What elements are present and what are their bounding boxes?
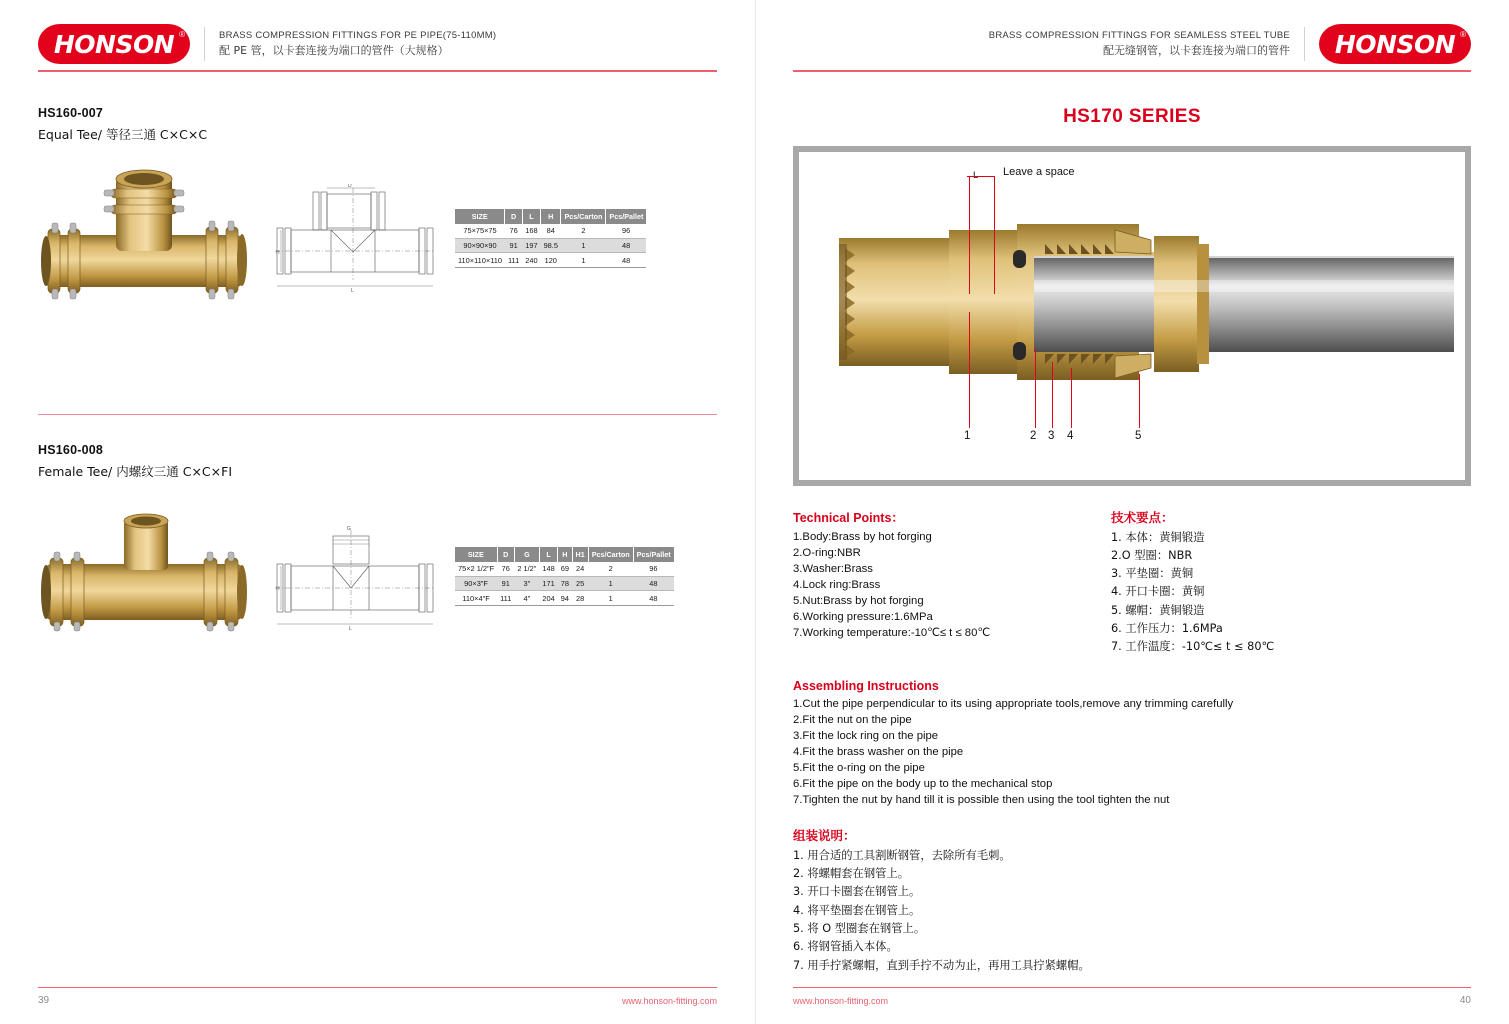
line-drawing-equal-tee <box>275 184 435 294</box>
list-item: 2. 将螺帽套在钢管上。 <box>793 867 910 881</box>
list-item: 3.Washer:Brass <box>793 562 873 575</box>
list-item: 6. 工作压力：1.6MPa <box>1111 621 1223 635</box>
cell-size: 110×110×110 <box>455 253 505 268</box>
callout-line-5 <box>1139 374 1140 428</box>
cell-l: 171 <box>539 576 557 591</box>
col-h: H <box>558 547 572 562</box>
cell-h: 98.5 <box>541 238 561 253</box>
callout-number-3: 3 <box>1048 429 1055 442</box>
callout-number-1: 1 <box>964 429 971 442</box>
cell-g: 4" <box>514 591 539 606</box>
cell-size: 110×4"F <box>455 591 497 606</box>
cell-pcs-pallet: 48 <box>606 253 646 268</box>
product-hs160-008 <box>38 443 717 652</box>
product-code: HS160-007 <box>38 105 104 120</box>
table-row <box>455 224 646 238</box>
col-d: D <box>505 209 522 224</box>
col-h: H <box>541 209 561 224</box>
cell-size: 90×3"F <box>455 576 497 591</box>
header-english-right: BRASS COMPRESSION FITTINGS FOR SEAMLESS STEEL TUBE <box>988 30 1290 42</box>
honson-logo-left <box>38 24 190 64</box>
product-name: Equal Tee/ 等径三通 C×C×C <box>38 126 208 142</box>
cell-pcs-carton: 1 <box>588 591 633 606</box>
cell-d: 91 <box>505 238 522 253</box>
col-l: L <box>522 209 540 224</box>
dimension-tick <box>967 176 995 177</box>
cell-d: 111 <box>497 591 514 606</box>
callout-line-3 <box>1052 362 1053 428</box>
svg-text:H: H <box>276 249 280 256</box>
col-g: G <box>514 547 539 562</box>
logo-wordmark: HONSON <box>1334 29 1456 59</box>
cell-pcs-pallet: 48 <box>633 576 673 591</box>
callout-line-4 <box>1071 368 1072 428</box>
callout-line-2 <box>1035 348 1036 428</box>
cell-l: 240 <box>522 253 540 268</box>
col-h1: H1 <box>572 547 588 562</box>
list-item: 6. 将钢管插入本体。 <box>793 940 898 954</box>
header-english-left: BRASS COMPRESSION FITTINGS FOR PE PIPE(75-110MM) <box>219 30 497 42</box>
list-item: 6.Fit the pipe on the body up to the mechanical stop <box>793 777 1053 790</box>
list-item: 5. 将 O 型圈套在钢管上。 <box>793 921 926 935</box>
table-row <box>455 591 674 606</box>
list-item: 2.O-ring:NBR <box>793 546 861 559</box>
cell-pcs-pallet: 48 <box>633 591 673 606</box>
list-item: 1. 用合适的工具割断钢管，去除所有毛刺。 <box>793 848 1011 862</box>
header-chinese-right: 配无缝钢管，以卡套连接为端口的管件 <box>1103 43 1290 57</box>
product-hs160-007 <box>38 106 717 319</box>
callout-line-right <box>994 176 995 294</box>
page-number-left: 39 <box>38 995 50 1006</box>
website-link-left[interactable]: www.honson-fitting.com <box>621 995 717 1006</box>
table-row <box>455 253 646 268</box>
list-item: 7. 工作温度：-10℃≤ t ≤ 80℃ <box>1111 640 1275 654</box>
logo-wordmark: HONSON <box>53 29 175 59</box>
list-item: 4. 将平垫圈套在钢管上。 <box>793 903 921 917</box>
svg-text:G: G <box>347 525 351 532</box>
list-item: 7.Working temperature:-10℃≤ t ≤ 80℃ <box>793 626 991 639</box>
cell-pcs-carton: 1 <box>561 238 606 253</box>
header-rule-left <box>38 70 717 72</box>
right-page-header <box>793 0 1471 62</box>
cell-pcs-carton: 1 <box>588 576 633 591</box>
honson-logo-right <box>1319 24 1471 64</box>
product-photo-equal-tee <box>38 159 253 319</box>
left-page-footer <box>38 987 717 1007</box>
cell-pcs-carton: 2 <box>561 224 606 238</box>
assembling-instructions-chinese <box>793 826 1471 975</box>
table-row <box>455 562 674 576</box>
callout-line-left <box>969 176 970 294</box>
list-item: 5.Fit the o-ring on the pipe <box>793 761 925 774</box>
series-title: HS170 SERIES <box>1063 105 1201 127</box>
svg-text:H: H <box>276 585 280 592</box>
assembling-instructions-english <box>793 679 1471 808</box>
col-d: D <box>497 547 514 562</box>
list-item: 7. 用手拧紧螺帽，直到手拧不动为止，再用工具拧紧螺帽。 <box>793 958 1090 972</box>
list-item: 7.Tighten the nut by hand till it is possible then using the tool tighten the nut <box>793 793 1170 806</box>
cell-l: 204 <box>539 591 557 606</box>
footer-rule <box>793 987 1471 989</box>
table-row <box>455 238 646 253</box>
cell-pcs-pallet: 48 <box>606 238 646 253</box>
callout-number-2: 2 <box>1030 429 1037 442</box>
line-drawing-female-tee <box>275 522 435 632</box>
cell-h: 69 <box>558 562 572 576</box>
header-chinese-left: 配 PE 管，以卡套连接为端口的管件（大规格） <box>219 43 449 57</box>
cell-g: 2 1/2" <box>514 562 539 576</box>
website-link-right[interactable]: www.honson-fitting.com <box>793 995 889 1006</box>
cell-l: 197 <box>522 238 540 253</box>
cell-d: 76 <box>497 562 514 576</box>
page-number-right: 40 <box>1459 995 1471 1006</box>
cell-size: 75×2 1/2"F <box>455 562 497 576</box>
spec-table-hs160-007 <box>455 209 646 268</box>
list-item: 5.Nut:Brass by hot forging <box>793 594 924 607</box>
header-rule-right <box>793 70 1471 72</box>
cell-pcs-carton: 1 <box>561 253 606 268</box>
product-name: Female Tee/ 内螺纹三通 C×C×FI <box>38 463 233 479</box>
left-page-header <box>38 0 717 62</box>
assembling-title-en: Assembling Instructions <box>793 678 939 693</box>
registered-trademark-icon: ® <box>179 30 185 39</box>
list-item: 5. 螺帽：黄铜锻造 <box>1111 603 1205 617</box>
list-item: 4.Fit the brass washer on the pipe <box>793 745 964 758</box>
header-divider <box>1304 27 1305 61</box>
cell-d: 111 <box>505 253 522 268</box>
svg-text:L: L <box>351 287 354 294</box>
technical-points-section <box>793 508 1471 657</box>
col-pcs-pallet: Pcs/Pallet <box>633 547 673 562</box>
list-item: 3. 平垫圈：黄铜 <box>1111 567 1194 581</box>
technical-points-title-en: Technical Points： <box>793 510 904 525</box>
col-pcs-carton: Pcs/Carton <box>588 547 633 562</box>
col-l: L <box>539 547 557 562</box>
technical-points-chinese <box>1111 508 1411 657</box>
cell-pcs-pallet: 96 <box>633 562 673 576</box>
list-item: 3. 开口卡圈套在钢管上。 <box>793 885 921 899</box>
callout-line-1 <box>969 312 970 428</box>
spec-table-hs160-008 <box>455 547 674 606</box>
list-item: 1. 本体：黄铜锻造 <box>1111 530 1205 544</box>
footer-rule <box>38 987 717 989</box>
list-item: 1.Cut the pipe perpendicular to its using appropriate tools,remove any trimming carefully <box>793 697 1234 710</box>
cell-h: 78 <box>558 576 572 591</box>
table-header-row <box>455 547 674 562</box>
col-pcs-carton: Pcs/Carton <box>561 209 606 224</box>
list-item: 6.Working pressure:1.6MPa <box>793 610 933 623</box>
list-item: 3.Fit the lock ring on the pipe <box>793 729 939 742</box>
cell-l: 168 <box>522 224 540 238</box>
product-photo-female-tee <box>38 502 253 652</box>
assembling-title-cn: 组装说明： <box>793 827 856 843</box>
product-separator <box>38 414 717 415</box>
cell-l: 148 <box>539 562 557 576</box>
leave-a-space-label: Leave a space <box>1003 165 1075 178</box>
cell-h1: 28 <box>572 591 588 606</box>
cell-h: 94 <box>558 591 572 606</box>
right-page-footer <box>793 987 1471 1007</box>
cell-d: 76 <box>505 224 522 238</box>
header-text-right <box>989 29 1290 59</box>
technical-points-english <box>793 508 1111 657</box>
technical-points-title-cn: 技术要点： <box>1111 509 1174 525</box>
list-item: 4. 开口卡圈：黄铜 <box>1111 585 1205 599</box>
cell-h1: 25 <box>572 576 588 591</box>
registered-trademark-icon: ® <box>1460 30 1466 39</box>
product-code: HS160-008 <box>38 442 104 457</box>
cell-pcs-carton: 2 <box>588 562 633 576</box>
right-page <box>755 0 1509 1024</box>
list-item: 2.O 型圈：NBR <box>1111 548 1193 562</box>
cell-pcs-pallet: 96 <box>606 224 646 238</box>
cell-h1: 24 <box>572 562 588 576</box>
table-header-row <box>455 209 646 224</box>
table-row <box>455 576 674 591</box>
col-size: SIZE <box>455 547 497 562</box>
cell-size: 90×90×90 <box>455 238 505 253</box>
list-item: 2.Fit the nut on the pipe <box>793 713 912 726</box>
cell-g: 3" <box>514 576 539 591</box>
list-item: 1.Body:Brass by hot forging <box>793 530 932 543</box>
col-size: SIZE <box>455 209 505 224</box>
cell-h: 84 <box>541 224 561 238</box>
header-text-left <box>219 29 496 59</box>
header-divider <box>204 27 205 61</box>
cell-size: 75×75×75 <box>455 224 505 238</box>
col-pcs-pallet: Pcs/Pallet <box>606 209 646 224</box>
svg-text:L: L <box>349 625 352 632</box>
list-item: 4.Lock ring:Brass <box>793 578 881 591</box>
callout-number-5: 5 <box>1135 429 1142 442</box>
svg-text:D: D <box>348 183 352 189</box>
cell-d: 91 <box>497 576 514 591</box>
assembly-diagram-frame <box>793 146 1471 486</box>
callout-number-4: 4 <box>1067 429 1074 442</box>
cell-h: 120 <box>541 253 561 268</box>
